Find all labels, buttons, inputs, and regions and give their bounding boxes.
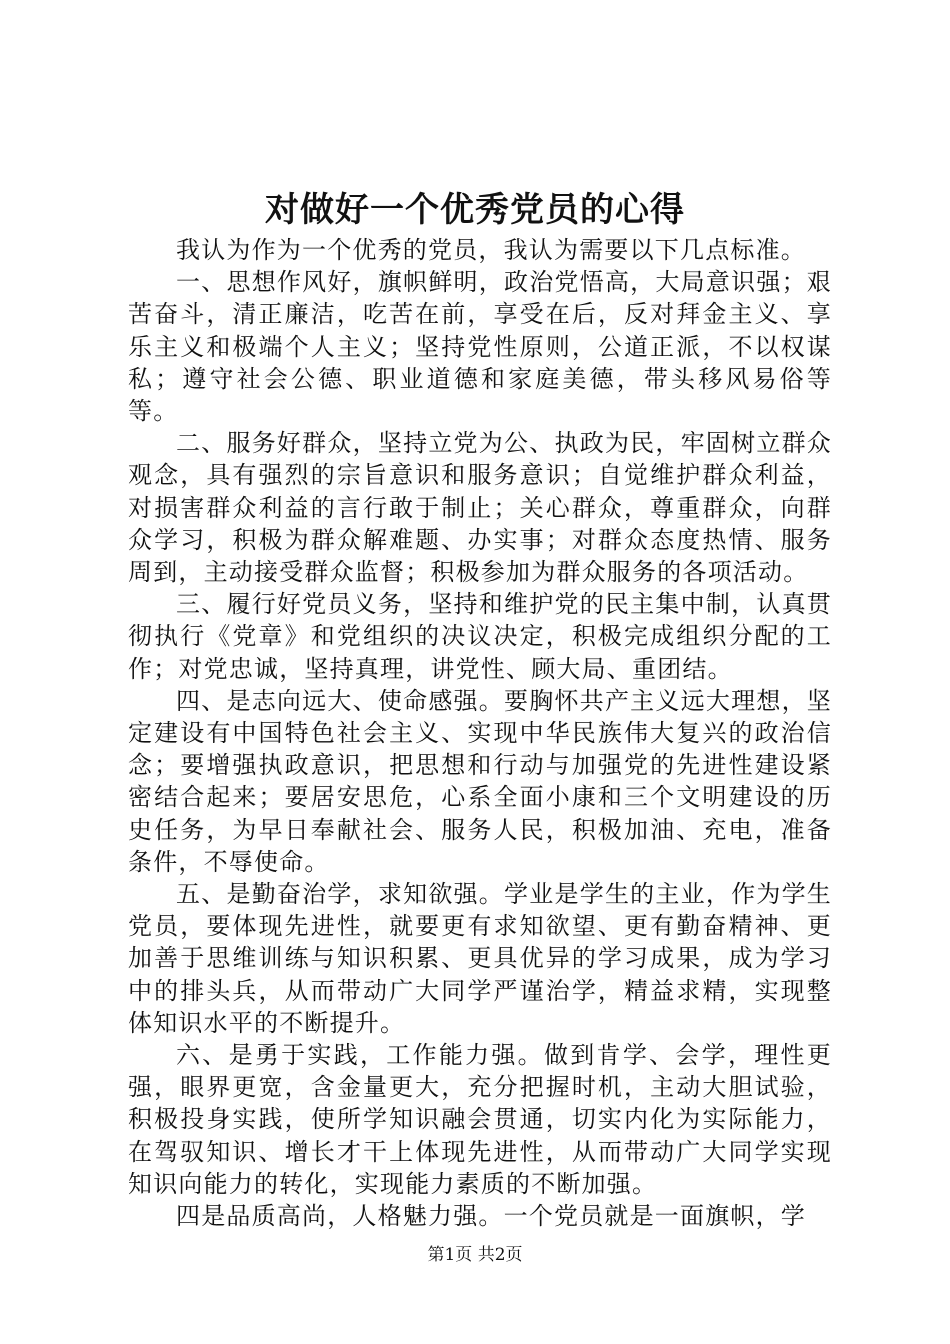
page-indicator: 第1页 共2页 — [427, 1245, 523, 1265]
page-footer — [0, 1244, 950, 1266]
document-body — [128, 234, 832, 1232]
paragraph: 六、是勇于实践，工作能力强。做到肯学、会学，理性更强，眼界更宽，含金量更大，充分把握时机，主动大胆试验，积极投身实践，使所学知识融会贯通，切实内化为实际能力，在驾驭知识、增长才干上体现先进性，从而带动广大同学实现知识向能力的转化，实现能力素质的不断加强。 — [128, 1041, 832, 1198]
paragraph: 三、履行好党员义务，坚持和维护党的民主集中制，认真贯彻执行《党章》和党组织的决议决定，积极完成组织分配的工作；对党忠诚，坚持真理，讲党性、顾大局、重团结。 — [128, 590, 832, 683]
paragraph: 二、服务好群众，坚持立党为公、执政为民，牢固树立群众观念，具有强烈的宗旨意识和服务意识；自觉维护群众利益，对损害群众利益的言行敢于制止；关心群众，尊重群众，向群众学习，积极为群众解难题、办实事；对群众态度热情、服务周到，主动接受群众监督；积极参加为群众服务的各项活动。 — [128, 429, 832, 587]
document-title: 对做好一个优秀党员的心得 — [265, 190, 685, 230]
paragraph: 四是品质高尚，人格魅力强。一个党员就是一面旗帜，学 — [176, 1202, 806, 1231]
paragraph: 四、是志向远大、使命感强。要胸怀共产主义远大理想，坚定建设有中国特色社会主义、实现中华民族伟大复兴的政治信念；要增强执政意识，把思想和行动与加强党的先进性建设紧密结合起来；要居安思危，心系全面小康和三个文明建设的历史任务，为早日奉献社会、服务人民，积极加油、充电，准备条件，不辱使命。 — [128, 686, 832, 876]
paragraph: 我认为作为一个优秀的党员，我认为需要以下几点标准。 — [176, 236, 806, 264]
paragraph: 五、是勤奋治学，求知欲强。学业是学生的主业，作为学生党员，要体现先进性，就要更有求知欲望、更有勤奋精神、更加善于思维训练与知识积累、更具优异的学习成果，成为学习中的排头兵，从而带动广大同学严谨治学，精益求精，实现整体知识水平的不断提升。 — [128, 880, 832, 1037]
paragraph: 一、思想作风好，旗帜鲜明，政治党悟高，大局意识强；艰苦奋斗，清正廉洁，吃苦在前，享受在后，反对拜金主义、享乐主义和极端个人主义；坚持党性原则，公道正派，不以权谋私；遵守社会公德、职业道德和家庭美德，带头移风易俗等等。 — [128, 268, 832, 426]
